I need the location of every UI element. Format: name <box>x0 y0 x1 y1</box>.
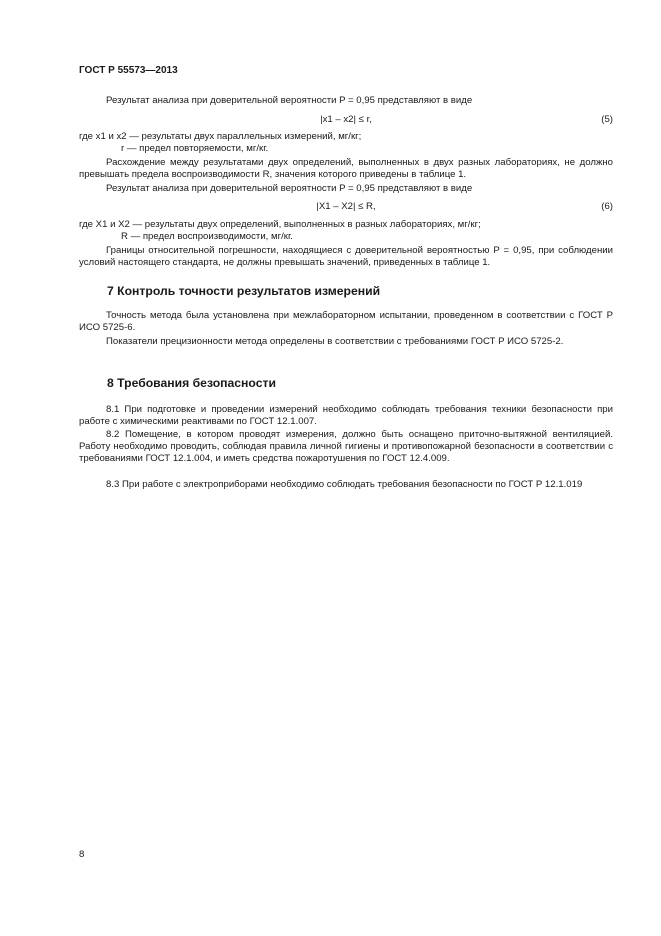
section-7-paragraph-1: Точность метода была установлена при межлабораторном испытании, проведенном в соответствии с ГОСТ Р ИСО 5725-6. <box>79 310 613 333</box>
section-8-paragraph-3: 8.3 При работе с электроприборами необходимо соблюдать требования безопасности по ГОСТ Р 12.1.019 <box>106 479 583 490</box>
section-8-title: 8 Требования безопасности <box>107 376 276 390</box>
section-8-paragraph-1: 8.1 При подготовке и проведении измерений необходимо соблюдать требования техники безопасности при работе с химическими реактивами по ГОСТ 12.1.007. <box>79 404 613 427</box>
where-5-line1: где x1 и x2 — результаты двух параллельных измерений, мг/кг; <box>79 131 362 142</box>
section-7-title: 7 Контроль точности результатов измерений <box>107 284 381 298</box>
equation-6-line <box>79 201 613 213</box>
equation-5-number: (5) <box>601 114 613 125</box>
paragraph-reproducibility: Расхождение между результатами двух определений, выполненных в двух разных лабораториях, не должно превышать предела воспроизводимости R, значения которого приведены в таблице 1. <box>79 157 613 180</box>
equation-5-line <box>79 114 613 126</box>
paragraph-result-confidence-2: Результат анализа при доверительной вероятности P = 0,95 представляют в виде <box>106 183 473 194</box>
equation-5: |x1 – x2| ≤ r, <box>320 114 372 125</box>
where-6-line1: где X1 и X2 — результаты двух определений, выполненных в разных лабораториях, мг/кг; <box>79 219 481 230</box>
section-7-paragraph-2: Показатели прецизионности метода определены в соответствии с требованиями ГОСТ Р ИСО 5725-2. <box>106 336 564 347</box>
page-number: 8 <box>79 849 85 860</box>
document-header: ГОСТ Р 55573—2013 <box>79 65 178 76</box>
section-8-paragraph-2: 8.2 Помещение, в котором проводят измерения, должно быть оснащено приточно-вытяжной вентиляцией. Работу необходимо проводить, соблюдая правила личной гигиены и противопожарной безопасности в соответствии с требованиями ГОСТ 12.1.004, и иметь средства пожаротушения по ГОСТ 12.4.009. <box>79 429 613 464</box>
paragraph-result-confidence: Результат анализа при доверительной вероятности P = 0,95 представляют в виде <box>106 95 473 106</box>
where-5-line2: r — предел повторяемости, мг/кг. <box>121 143 269 154</box>
paragraph-error-bounds: Границы относительной погрешности, находящиеся с доверительной вероятностью P = 0,95, при соблюдении условий настоящего стандарта, не должны превышать значений, приведенных в таблице 1. <box>79 245 613 268</box>
where-6-line2: R — предел воспроизводимости, мг/кг. <box>121 231 293 242</box>
equation-6: |X1 – X2| ≤ R, <box>316 201 376 212</box>
equation-6-number: (6) <box>601 201 613 212</box>
